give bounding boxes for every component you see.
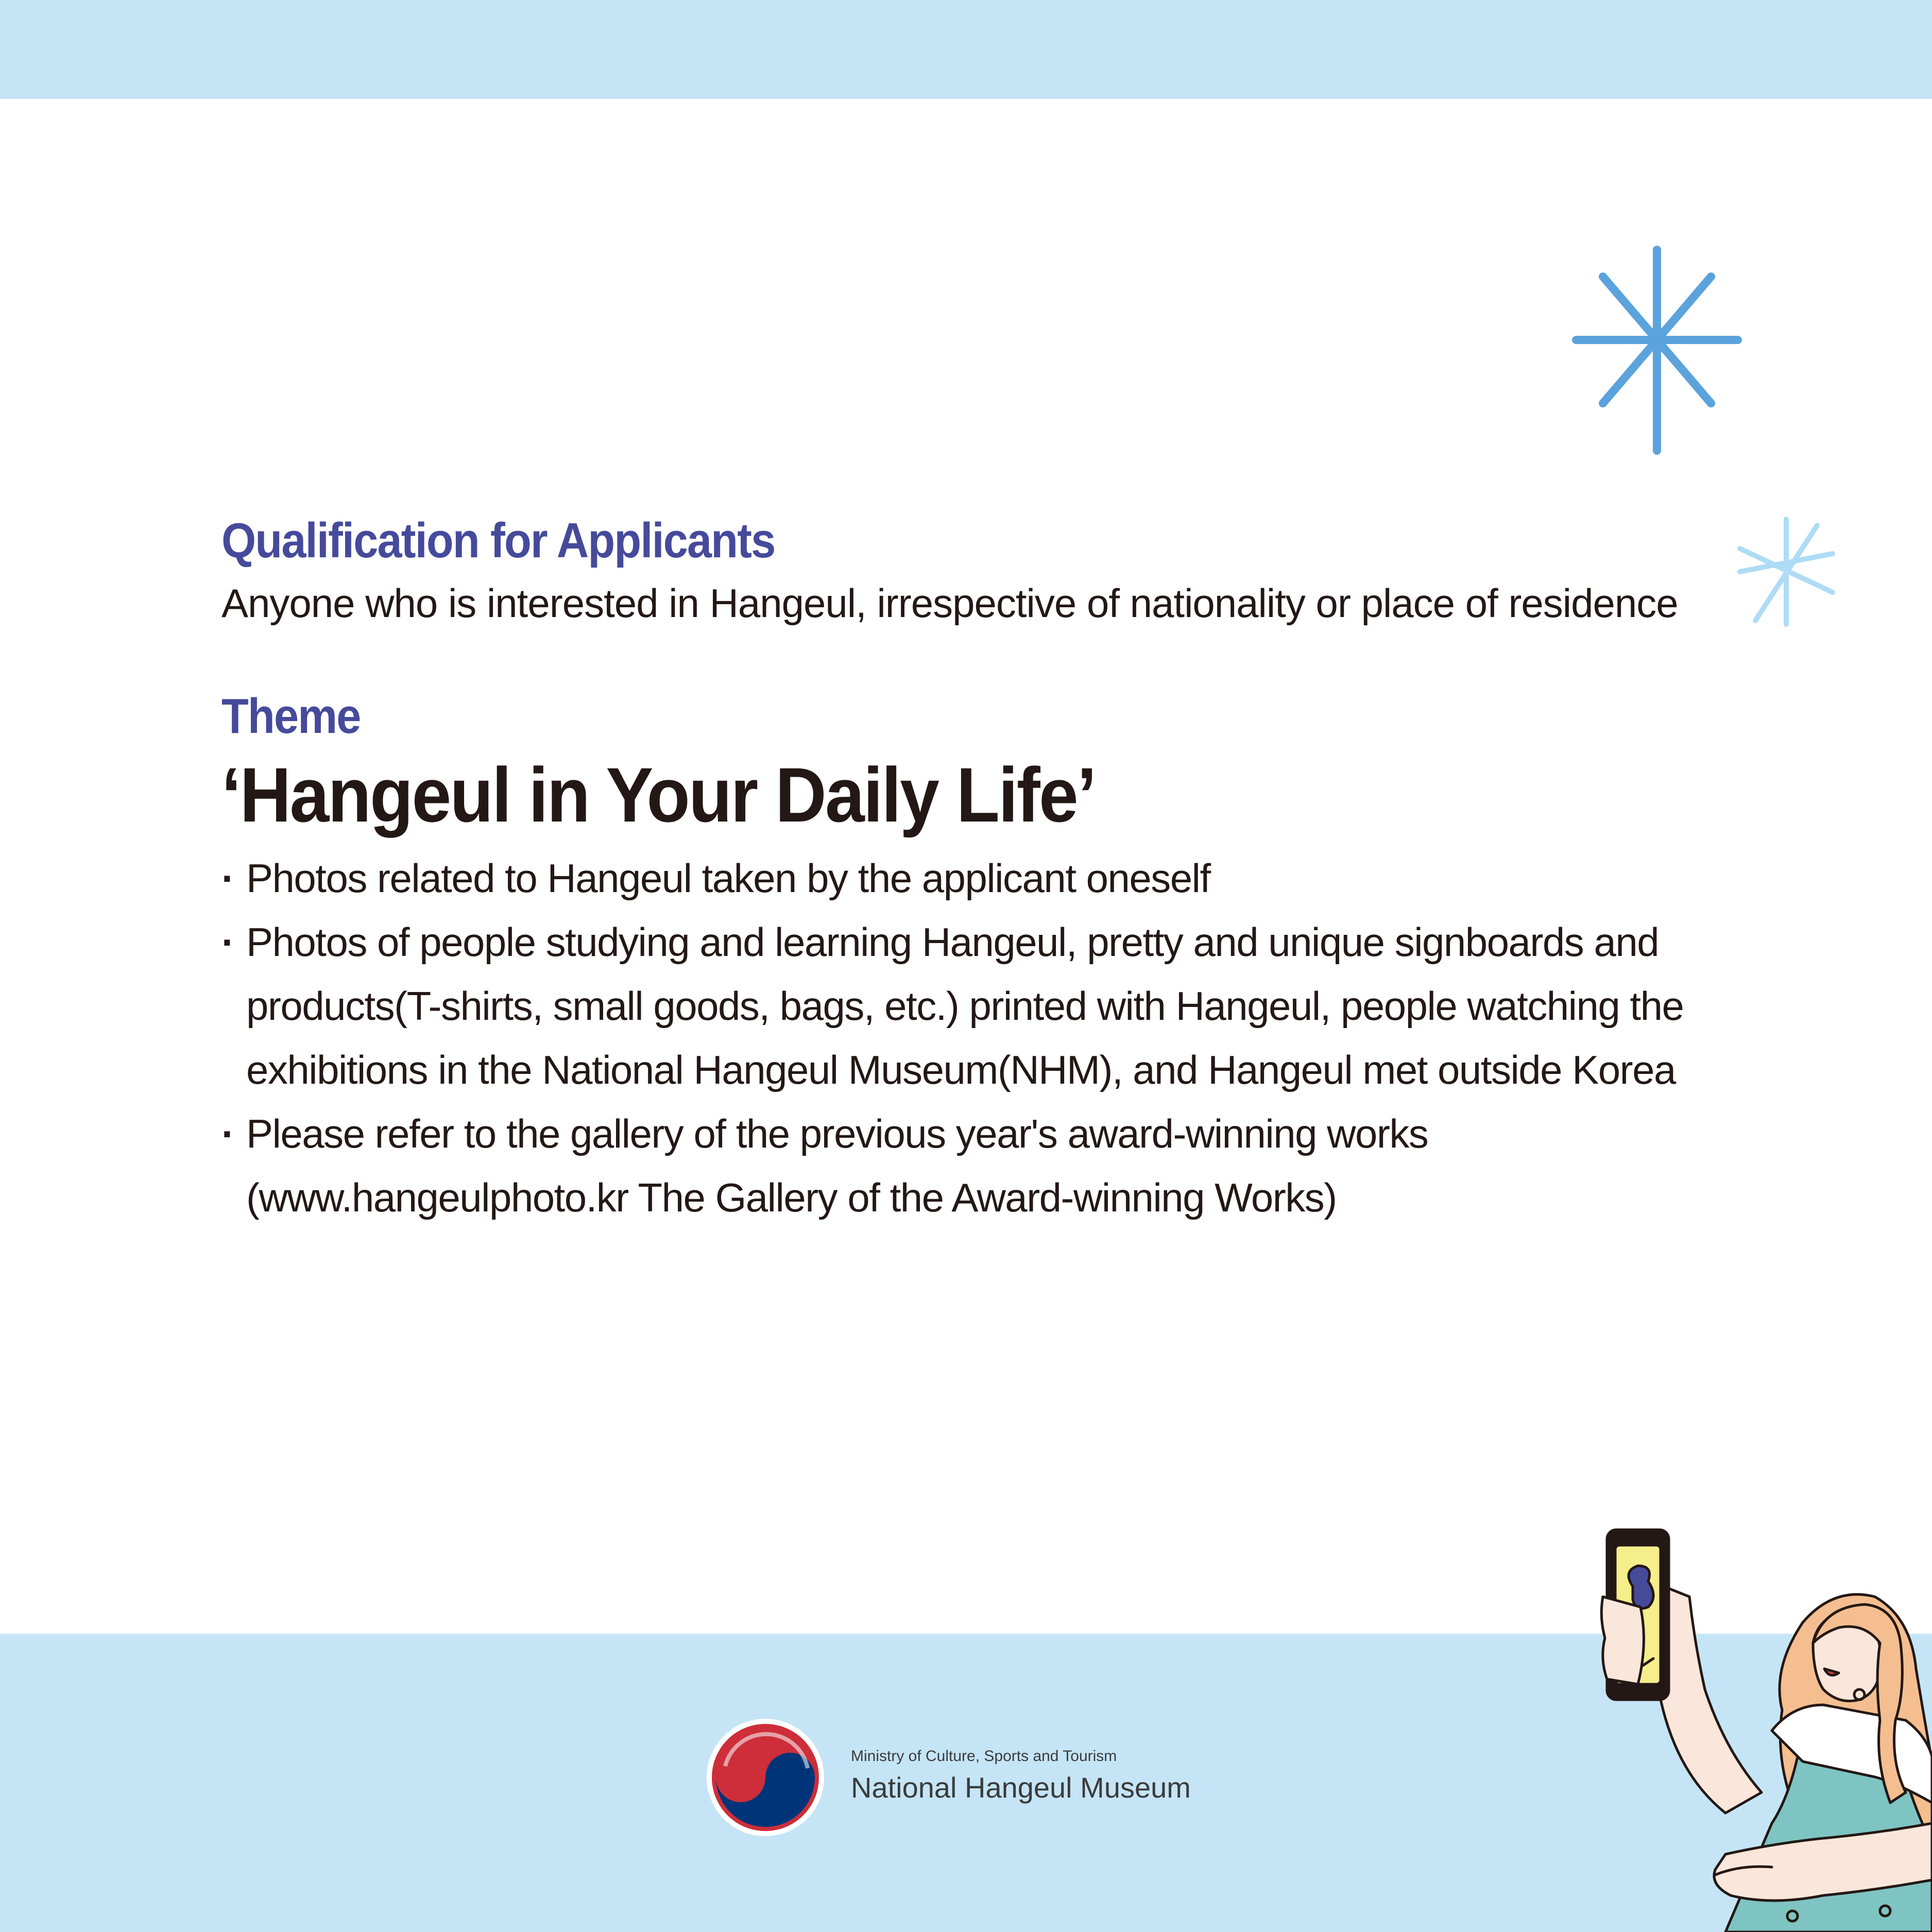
footer-text (851, 1746, 1191, 1806)
bullet-item: · Photos related to Hangeul taken by the applicant oneself (221, 846, 1715, 910)
museum-name: National Hangeul Museum (851, 1771, 1191, 1804)
bullet-item: · Photos of people studying and learning Hangeul, pretty and unique signboards and products(T-shirts, small goods, bags, etc.) printed with Hangeul, people watching the exhibitions in the National Hangeul Museum(NHM), and Hangeul met outside Korea (221, 910, 1715, 1102)
ministry-name: Ministry of Culture, Sports and Tourism (851, 1748, 1117, 1765)
theme-bullet-list (221, 846, 1715, 1229)
woman-with-phone-illustration (1483, 1401, 1932, 1932)
government-logo-icon (705, 1717, 826, 1838)
theme-heading: Theme (221, 689, 361, 744)
main-content (221, 510, 1715, 1229)
bullet-item: · Please refer to the gallery of the previous year's award-winning works (www.hangeulphoto.kr The Gallery of the Award-winning Works) (221, 1102, 1715, 1229)
sparkle-small-icon (1735, 515, 1838, 628)
qualification-text: Anyone who is interested in Hangeul, irrespective of nationality or place of residence (221, 580, 1678, 626)
qualification-heading: Qualification for Applicants (221, 513, 775, 568)
top-band (0, 0, 1932, 99)
sparkle-large-icon (1572, 245, 1742, 458)
theme-title: ‘Hangeul in Your Daily Life’ (221, 751, 1096, 838)
